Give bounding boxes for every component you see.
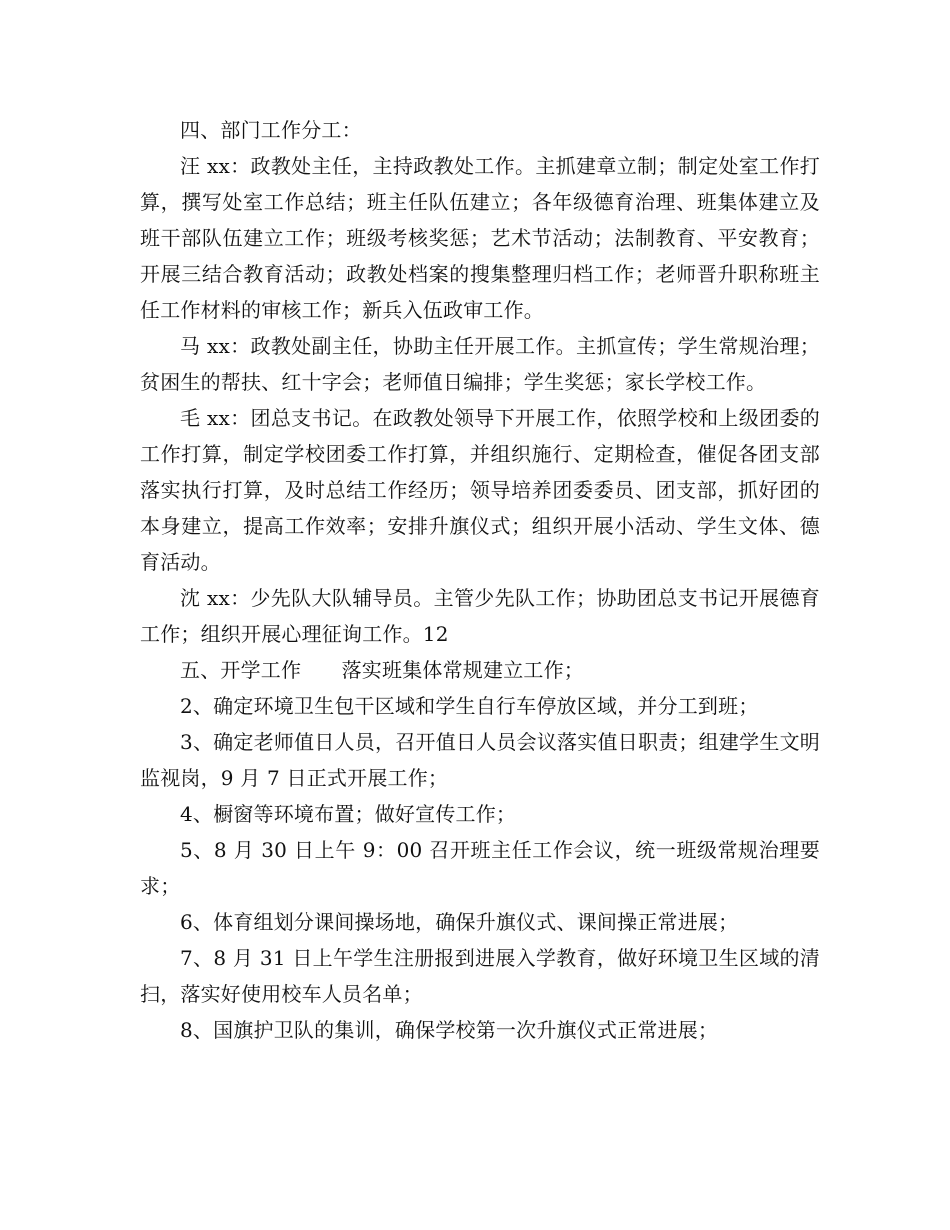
paragraph-wang-duties: 汪 xx：政教处主任，主持政教处工作。主抓建章立制；制定处室工作打算，撰写处室工作总结；班主任队伍建立；各年级德育治理、班集体建立及班干部队伍建立工作；班级考核奖惩；艺术节活动；法制教育、平安教育；开展三结合教育活动；政教处档案的搜集整理归档工作；老师晋升职称班主任工作材料的审核工作；新兵入伍政审工作。 <box>140 154 820 322</box>
list-item-8: 8、国旗护卫队的集训，确保学校第一次升旗仪式正常进展； <box>180 1018 719 1042</box>
section-heading-division-of-work: 四、部门工作分工： <box>180 118 362 142</box>
paragraph-ma-duties: 马 xx：政教处副主任，协助主任开展工作。主抓宣传；学生常规治理；贫困生的帮扶、红十字会；老师值日编排；学生奖惩；家长学校工作。 <box>140 334 820 394</box>
list-item-7: 7、8 月 31 日上午学生注册报到进展入学教育，做好环境卫生区域的清扫，落实好使用校车人员名单； <box>140 946 820 1006</box>
list-item-3: 3、确定老师值日人员，召开值日人员会议落实值日职责；组建学生文明监视岗，9 月 7 日正式开展工作； <box>140 730 820 790</box>
list-item-2: 2、确定环境卫生包干区域和学生自行车停放区域，并分工到班； <box>180 694 759 718</box>
list-item-4: 4、橱窗等环境布置；做好宣传工作； <box>180 802 517 826</box>
list-item-6: 6、体育组划分课间操场地，确保升旗仪式、课间操正常进展； <box>180 910 739 934</box>
section-heading-school-opening: 五、开学工作 落实班集体常规建立工作； <box>180 658 584 682</box>
paragraph-shen-duties: 沈 xx：少先队大队辅导员。主管少先队工作；协助团总支书记开展德育工作；组织开展心理征询工作。12 <box>140 586 820 646</box>
paragraph-mao-duties: 毛 xx：团总支书记。在政教处领导下开展工作，依照学校和上级团委的工作打算，制定学校团委工作打算，并组织施行、定期检查，催促各团支部落实执行打算，及时总结工作经历；领导培养团委委员、团支部，抓好团的本身建立，提高工作效率；安排升旗仪式；组织开展小活动、学生文体、德育活动。 <box>140 406 820 574</box>
list-item-5: 5、8 月 30 日上午 9：00 召开班主任工作会议，统一班级常规治理要求； <box>140 838 820 898</box>
document-body <box>140 112 820 1048</box>
